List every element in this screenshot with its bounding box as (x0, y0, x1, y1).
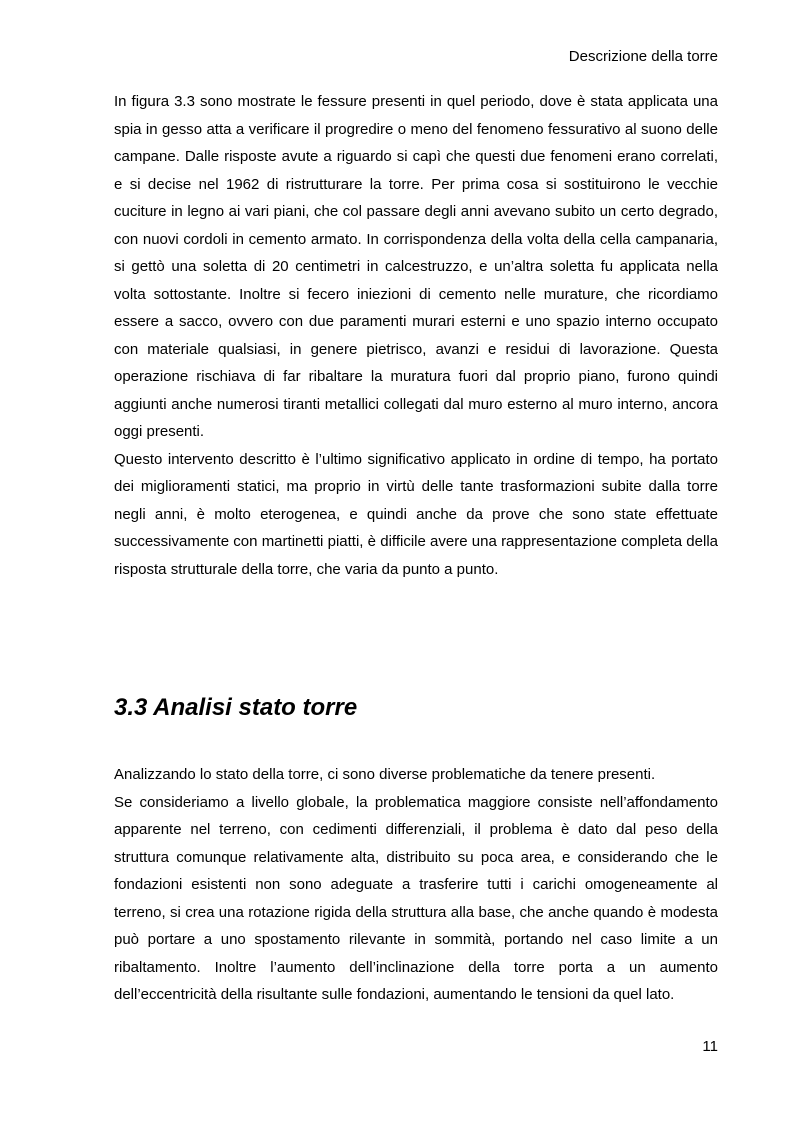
section-body (114, 88, 718, 583)
section-heading: 3.3 Analisi stato torre (114, 694, 358, 721)
paragraph: Analizzando lo stato della torre, ci sono diverse problematiche da tenere presenti. (114, 766, 656, 783)
paragraph: Se consideriamo a livello globale, la problematica maggiore consiste nell’affondamento apparente nel terreno, con cedimenti differenziali, il problema è dato dal peso della struttura comunque relativamente alta, distribuito su poca area, e considerando che le fondazioni esistenti non sono adeguate a trasferire tutti i carichi omogeneamente al terreno, si crea una rotazione rigida della struttura alla base, che anche quando è modesta può portare a uno spostamento rilevante in sommità, portando nel caso limite a un ribaltamento. Inoltre l’aumento dell’inclinazione della torre porta a un aumento dell’eccentricità della risultante sulle fondazioni, aumentando le tensioni da quel lato. (114, 793, 718, 1003)
paragraph: Questo intervento descritto è l’ultimo significativo applicato in ordine di tempo, ha portato dei miglioramenti statici, ma proprio in virtù delle tante trasformazioni subite dalla torre negli anni, è molto eterogenea, e quindi anche da prove che sono state effettuate successivamente con martinetti piatti, è difficile avere una rappresentazione completa della risposta strutturale della torre, che varia da punto a punto. (114, 450, 718, 578)
paragraph: In figura 3.3 sono mostrate le fessure presenti in quel periodo, dove è stata applicata una spia in gesso atta a verificare il progredire o meno del fenomeno fessurativo al suono delle campane. Dalle risposte avute a riguardo si capì che questi due fenomeni erano correlati, e si decise nel 1962 di ristrutturare la torre. Per prima cosa si sostituirono le vecchie cuciture in legno ai vari piani, che col passare degli anni avevano subito un certo degrado, con nuovi cordoli in cemento armato. In corrispondenza della volta della cella campanaria, si gettò una soletta di 20 centimetri in calcestruzzo, e un’altra soletta fu applicata nella volta sottostante. Inoltre si fecero iniezioni di cemento nelle murature, che ricordiamo essere a sacco, ovvero con due paramenti murari esterni e uno spazio interno occupato con materiale qualsiasi, in genere pietrisco, avanzi e residui di lavorazione. Questa operazione rischiava di far ribaltare la muratura fuori dal proprio piano, furono quindi aggiunti anche numerosi tiranti metallici collegati dal muro esterno al muro interno, ancora oggi presenti. (114, 93, 718, 440)
running-header: Descrizione della torre (568, 48, 718, 65)
page-number: 11 (702, 1038, 718, 1055)
section-body (114, 761, 718, 1009)
